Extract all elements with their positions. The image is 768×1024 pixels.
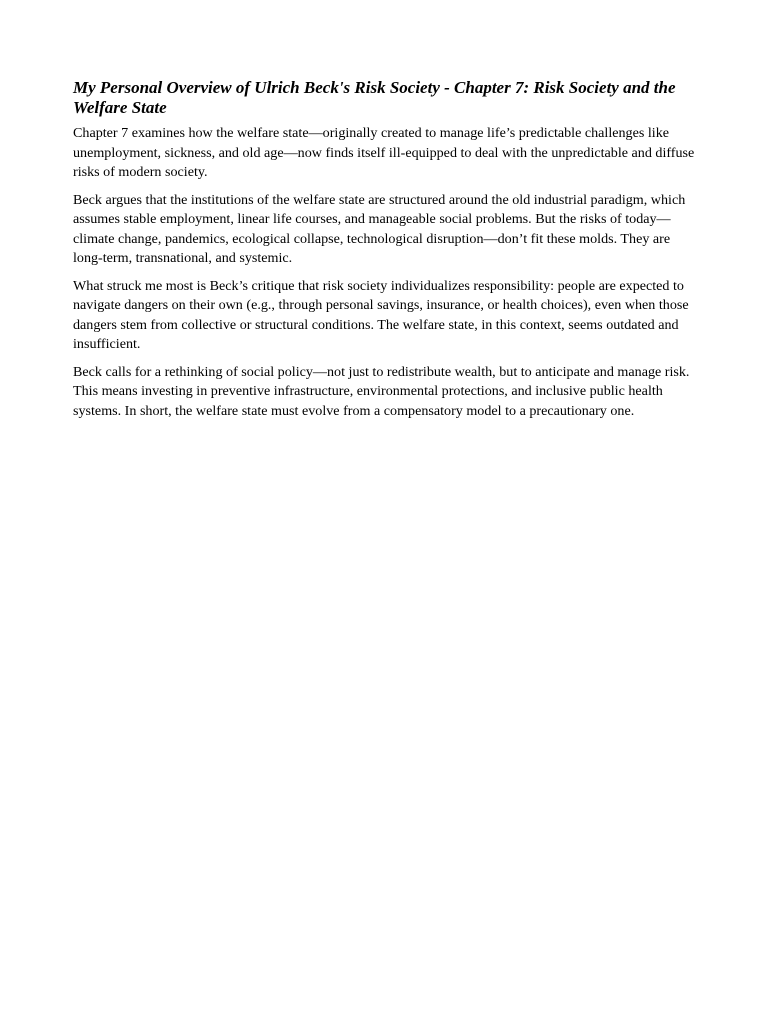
document-title: My Personal Overview of Ulrich Beck's Risk Society - Chapter 7: Risk Society and the Welfare State	[73, 78, 676, 117]
paragraph-industrial-paradigm: Beck argues that the institutions of the welfare state are structured around the old industrial paradigm, which assumes stable employment, linear life courses, and manageable social problems. But the risks of today—climate change, pandemics, ecological collapse, technological disruption—don’t fit these molds. They are long-term, transnational, and systemic.	[73, 191, 686, 266]
paragraph-individualized-responsibility: What struck me most is Beck’s critique that risk society individualizes responsibility: people are expected to navigate dangers on their own (e.g., through personal savings, insurance, or health choices), even when those dangers stem from collective or structural conditions. The welfare state, in this context, seems outdated and insufficient.	[73, 277, 689, 352]
paragraph-precautionary-model: Beck calls for a rethinking of social policy—not just to redistribute wealth, but to anticipate and manage risk. This means investing in preventive infrastructure, environmental protections, and inclusive public health systems. In short, the welfare state must evolve from a compensatory model to a precautionary one.	[73, 363, 690, 419]
document-body	[73, 78, 698, 429]
paragraph-intro: Chapter 7 examines how the welfare state—originally created to manage life’s predictable challenges like unemployment, sickness, and old age—now finds itself ill-equipped to deal with the unpredictable and diffuse risks of modern society.	[73, 125, 695, 180]
